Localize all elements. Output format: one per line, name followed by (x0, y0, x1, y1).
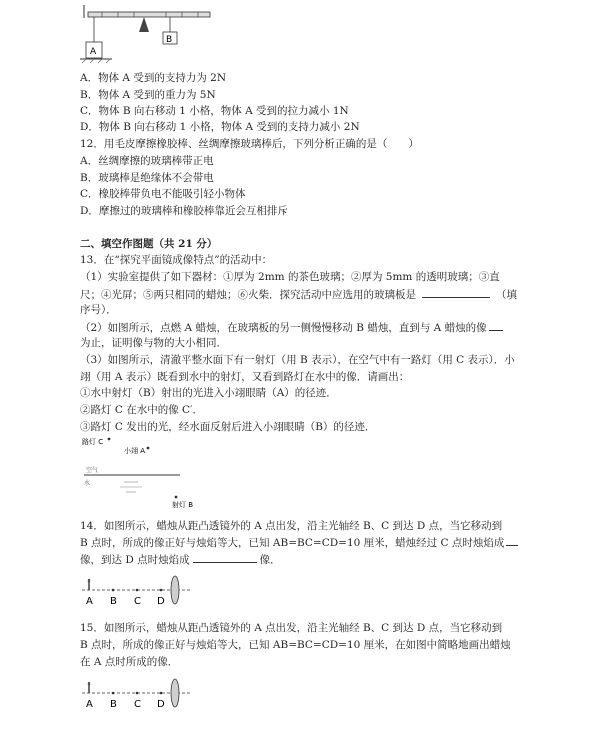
ground (80, 59, 112, 63)
water-light-figure (80, 435, 220, 513)
air-label: 空气 (86, 467, 99, 474)
axis-label-a: A (86, 596, 93, 607)
convex-lens (171, 679, 179, 707)
q15-line3: 在 A 点时所成的像． (80, 656, 179, 668)
q13-part1-line1: （1）实验室提供了如下器材：①厚为 2mm 的茶色玻璃；②厚为 5mm 的透明玻璃；③直 (80, 271, 500, 283)
axis-label-b: B (110, 699, 117, 710)
q11-option-b: B．物体 A 受到的重力为 5N (80, 89, 216, 101)
answer-blank[interactable] (422, 287, 490, 298)
q13-part1-line3: 序号）． (80, 304, 117, 316)
q14-line1: 14．如图所示，蜡烛从距凸透镜外的 A 点出发，沿主光轴经 B、C 到达 D 点，当它移动到 (80, 520, 503, 532)
candle (88, 682, 90, 693)
q12-stem: 12．用毛皮摩擦橡胶棒、丝绸摩擦玻璃棒后，下列分析正确的是（ ） (80, 138, 419, 150)
q13-part3-item1: ①水中射灯（B）射出的光进入小翊眼睛（A）的径迹． (80, 387, 337, 399)
observer-label: 小翊 A (124, 447, 146, 455)
lever-bar (88, 12, 210, 17)
street-light-point (108, 438, 111, 441)
q13-part2-line1: （2）如图所示，点燃 A 蜡烛，在玻璃板的另一侧慢慢移动 B 蜡烛，直到与 A 蜡烛的像 (80, 320, 503, 335)
axis-label-b: B (110, 596, 117, 607)
axis-label-a: A (86, 699, 93, 710)
lever-figure (80, 4, 220, 64)
q13-part2-line2: 为止，证明像与物的大小相同． (80, 337, 227, 349)
convex-lens (171, 576, 179, 604)
q13-part1-line2: 尺；④光屏；⑤两只相同的蜡烛；⑥火柴．探究活动中应选用的玻璃板是 （填 (80, 289, 517, 301)
q13-part3-item2: ②路灯 C 在水中的像 C′． (80, 404, 203, 416)
q11-option-d: D．物体 B 向右移动 1 小格，物体 A 受到的支持力减小 2N (80, 121, 360, 133)
q12-option-d: D．摩擦过的玻璃棒和橡胶棒靠近会互相排斥 (80, 205, 288, 217)
lens-figure-q14 (80, 573, 192, 609)
answer-blank[interactable] (506, 535, 518, 546)
q15-line2: B 点时，所成的像正好与烛焰等大，已知 AB=BC=CD=10 厘米，在如图中简略地画出蜡烛 (80, 639, 511, 651)
axis-label-c: C (134, 596, 141, 607)
q12-option-c: C．橡胶棒带负电不能吸引轻小物体 (80, 188, 246, 200)
axis-label-d: D (157, 699, 165, 710)
water-label: 水 (84, 480, 91, 487)
lens-figure-q15 (80, 676, 192, 712)
block-a (86, 42, 102, 58)
block-b-label: B (166, 35, 173, 45)
q15-line1: 15．如图所示，蜡烛从距凸透镜外的 A 点出发，沿主光轴经 B、C 到达 D 点，当它移动到 (80, 622, 503, 634)
q11-option-a: A．物体 A 受到的支持力为 2N (80, 72, 227, 84)
q13-part3-line1: （3）如图所示，清澈平整水面下有一射灯（用 B 表示），在空气中有一路灯（用 C 表示）．小 (80, 354, 515, 366)
block-b (163, 32, 177, 45)
answer-blank[interactable] (489, 320, 503, 331)
axis-label-d: D (157, 596, 165, 607)
candle (88, 579, 90, 590)
block-a-label: A (90, 47, 97, 57)
spotlight-point (175, 496, 178, 499)
lever-fulcrum (139, 17, 149, 32)
q14-line3: 像，到达 D 点时烛焰成 像． (80, 554, 281, 566)
street-light-label: 路灯 C (82, 438, 104, 446)
spotlight-label: 射灯 B (172, 501, 194, 509)
q13-stem: 13．在“探究平面镜成像特点”的活动中： (80, 254, 273, 266)
q14-line2: B 点时，所成的像正好与烛焰等大，已知 AB=BC=CD=10 厘米，蜡烛经过 C 点时烛焰成 (80, 535, 518, 550)
axis-label-c: C (134, 699, 141, 710)
q13-part3-item3: ③路灯 C 发出的光，经水面反射后进入小翊眼睛（B）的径迹． (80, 421, 376, 433)
answer-blank[interactable] (193, 552, 257, 563)
q11-option-c: C．物体 B 向右移动 1 小格，物体 A 受到的拉力减小 1N (80, 105, 349, 117)
q12-option-b: B．玻璃棒是绝缘体不会带电 (80, 172, 214, 184)
section-title: 二、填空作图题（共 21 分） (80, 238, 218, 250)
q13-part3-line2: 翊（用 A 表示）既看到水中的射灯，又看到路灯在水中的像．请画出： (80, 371, 410, 383)
observer-point (147, 447, 150, 450)
q12-option-a: A．丝绸摩擦的玻璃棒带正电 (80, 155, 214, 167)
